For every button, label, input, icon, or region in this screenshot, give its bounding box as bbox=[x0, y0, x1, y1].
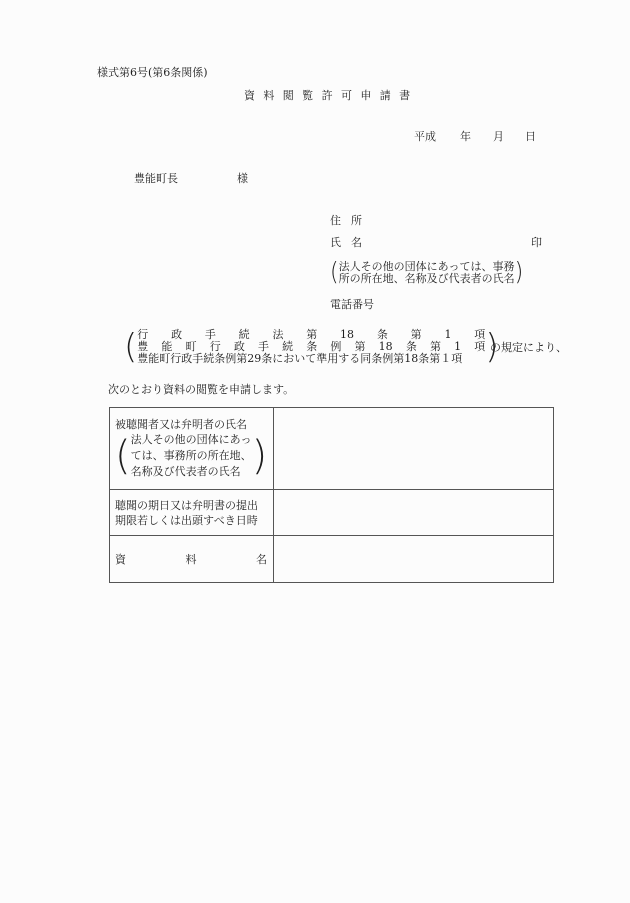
phone-field bbox=[330, 299, 374, 310]
title-char: 書 bbox=[399, 89, 411, 102]
open-paren: ( bbox=[124, 327, 138, 367]
corp-note-line: 所の所在地、名称及び代表者の氏名 bbox=[338, 272, 515, 285]
hearing-date-label-cell: 聴聞の期日又は弁明書の提出 期限若しくは出頭すべき日時 bbox=[110, 490, 274, 536]
date-month-label: 月 bbox=[493, 130, 504, 143]
title-char: 請 bbox=[379, 89, 391, 102]
legal-reference bbox=[124, 329, 499, 365]
address-field bbox=[330, 215, 372, 226]
table-row bbox=[110, 408, 554, 490]
date-line bbox=[414, 131, 536, 142]
close-paren: ) bbox=[251, 433, 268, 479]
hearing-subject-note: ( 法人その他の団体にあっ ては、事務所の所在地、 名称及び代表者の氏名 ) bbox=[115, 433, 268, 479]
legal-line-applied: 豊能町行政手続条例第29条において準用する同条例第18条第１項 bbox=[137, 352, 463, 365]
hearing-date-value-cell[interactable] bbox=[274, 490, 554, 536]
close-paren: ) bbox=[514, 258, 524, 287]
form-number: 様式第6号(第6条関係) bbox=[97, 66, 208, 79]
table-row bbox=[110, 536, 554, 583]
address-label: 住 所 bbox=[330, 214, 362, 227]
material-name-value-cell[interactable] bbox=[274, 536, 554, 583]
open-paren: ( bbox=[115, 433, 131, 479]
hearing-subject-label-cell bbox=[110, 408, 274, 490]
table-row bbox=[110, 490, 554, 536]
hearing-subject-value-cell[interactable] bbox=[274, 408, 554, 490]
date-era: 平成 bbox=[414, 130, 436, 143]
close-paren: ) bbox=[485, 327, 499, 367]
application-table bbox=[109, 407, 554, 583]
phone-label: 電話番号 bbox=[330, 298, 374, 311]
date-year-label: 年 bbox=[460, 130, 471, 143]
date-day-label: 日 bbox=[525, 130, 536, 143]
document-title bbox=[244, 90, 419, 101]
title-char: 申 bbox=[360, 89, 372, 102]
material-name-label-cell bbox=[110, 536, 274, 583]
corporation-note bbox=[330, 258, 524, 287]
title-char: 覧 bbox=[302, 89, 314, 102]
legal-reference-tail: の規定により、 bbox=[490, 341, 567, 354]
addressee-honorific: 様 bbox=[237, 172, 248, 185]
seal-mark: 印 bbox=[531, 236, 542, 249]
title-char: 閲 bbox=[282, 89, 294, 102]
corp-note-line: 法人その他の団体にあっては、事務 bbox=[338, 260, 515, 273]
title-char: 資 bbox=[244, 89, 255, 102]
name-field bbox=[330, 237, 542, 248]
request-statement: 次のとおり資料の閲覧を申請します。 bbox=[108, 383, 295, 396]
name-label: 氏 名 bbox=[330, 236, 362, 249]
title-char: 許 bbox=[321, 89, 333, 102]
open-paren: ( bbox=[330, 258, 339, 287]
title-char: 料 bbox=[263, 89, 275, 102]
addressee-name: 豊能町長 bbox=[134, 172, 178, 185]
addressee bbox=[134, 173, 248, 184]
title-char: 可 bbox=[340, 89, 352, 102]
material-name-label: 資 料 名 bbox=[115, 553, 267, 566]
legal-line-act: 行 政 手 続 法 第 18 条 第 1 項 bbox=[137, 328, 486, 341]
hearing-subject-label: 被聴聞者又は弁明者の氏名 bbox=[115, 418, 247, 431]
legal-line-ordinance: 豊 能 町 行 政 手 続 条 例 第 18 条 第 1 項 bbox=[137, 340, 486, 353]
